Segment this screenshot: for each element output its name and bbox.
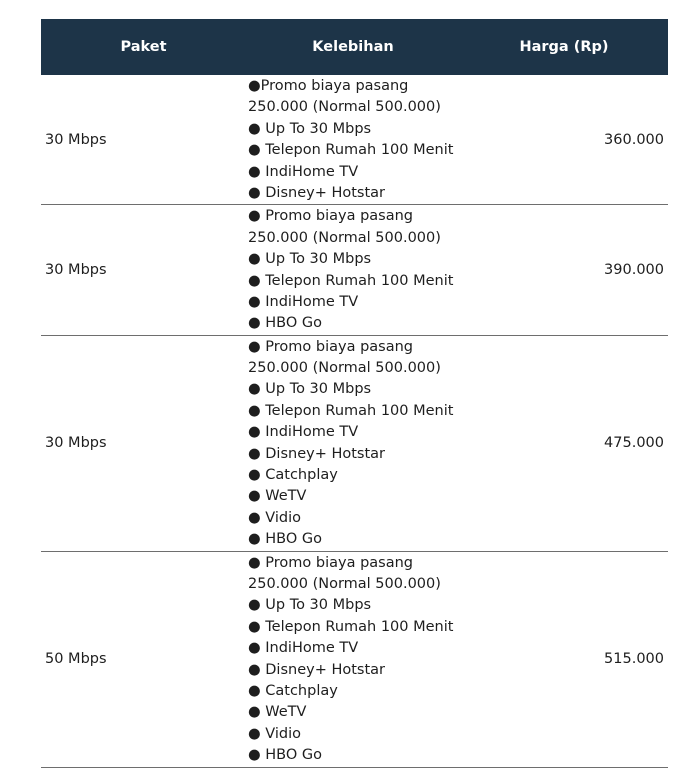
feature-item: ● IndiHome TV <box>248 640 359 657</box>
feature-item: ● Up To 30 Mbps <box>248 381 372 398</box>
feature-item: ● Telepon Rumah 100 Menit <box>248 142 454 159</box>
feature-item: ● Promo biaya pasang <box>248 554 413 571</box>
cell-kelebihan <box>246 205 516 334</box>
feature-item: ● Up To 30 Mbps <box>248 597 372 614</box>
feature-item: ● Telepon Rumah 100 Menit <box>248 618 454 635</box>
cell-paket: 50 Mbps <box>45 651 107 668</box>
feature-item: ● WeTV <box>248 704 307 721</box>
cell-paket: 30 Mbps <box>45 435 107 452</box>
table-body <box>41 75 668 768</box>
feature-item: 250.000 (Normal 500.000) <box>248 99 441 116</box>
feature-item: ● Disney+ Hotstar <box>248 184 386 201</box>
price-table <box>41 19 668 768</box>
header-kelebihan: Kelebihan <box>312 39 394 55</box>
cell-paket: 30 Mbps <box>45 131 107 148</box>
feature-item: ● HBO Go <box>248 315 322 332</box>
feature-item: ● HBO Go <box>248 531 322 548</box>
feature-item: ● Promo biaya pasang <box>248 338 413 355</box>
feature-item: ● Telepon Rumah 100 Menit <box>248 402 454 419</box>
cell-kelebihan <box>246 552 516 767</box>
cell-paket: 30 Mbps <box>45 262 107 279</box>
feature-item: 250.000 (Normal 500.000) <box>248 360 441 377</box>
cell-kelebihan <box>246 336 516 551</box>
feature-item: ● Vidio <box>248 725 301 742</box>
table-row <box>41 205 668 335</box>
header-paket: Paket <box>120 39 167 55</box>
cell-harga: 360.000 <box>604 131 664 148</box>
feature-item: ● Up To 30 Mbps <box>248 251 372 268</box>
feature-item: ● Up To 30 Mbps <box>248 120 372 137</box>
feature-item: ●Promo biaya pasang <box>248 78 409 94</box>
table-header <box>41 19 668 75</box>
feature-item: ● Telepon Rumah 100 Menit <box>248 272 454 289</box>
feature-item: ● Disney+ Hotstar <box>248 445 386 462</box>
feature-item: 250.000 (Normal 500.000) <box>248 575 441 592</box>
table-row <box>41 75 668 205</box>
feature-item: ● IndiHome TV <box>248 163 359 180</box>
header-harga: Harga (Rp) <box>519 39 609 55</box>
table-row <box>41 552 668 768</box>
cell-harga: 515.000 <box>604 651 664 668</box>
feature-item: ● Disney+ Hotstar <box>248 661 386 678</box>
feature-item: ● WeTV <box>248 488 307 505</box>
feature-item: ● IndiHome TV <box>248 293 359 310</box>
cell-kelebihan <box>246 75 516 204</box>
feature-item: ● HBO Go <box>248 747 322 764</box>
feature-item: ● Catchplay <box>248 467 338 484</box>
feature-item: ● IndiHome TV <box>248 424 359 441</box>
table-row <box>41 336 668 552</box>
cell-harga: 475.000 <box>604 435 664 452</box>
feature-item: ● Vidio <box>248 509 301 526</box>
feature-item: 250.000 (Normal 500.000) <box>248 229 441 246</box>
feature-item: ● Promo biaya pasang <box>248 208 413 225</box>
feature-item: ● Catchplay <box>248 682 338 699</box>
cell-harga: 390.000 <box>604 262 664 279</box>
